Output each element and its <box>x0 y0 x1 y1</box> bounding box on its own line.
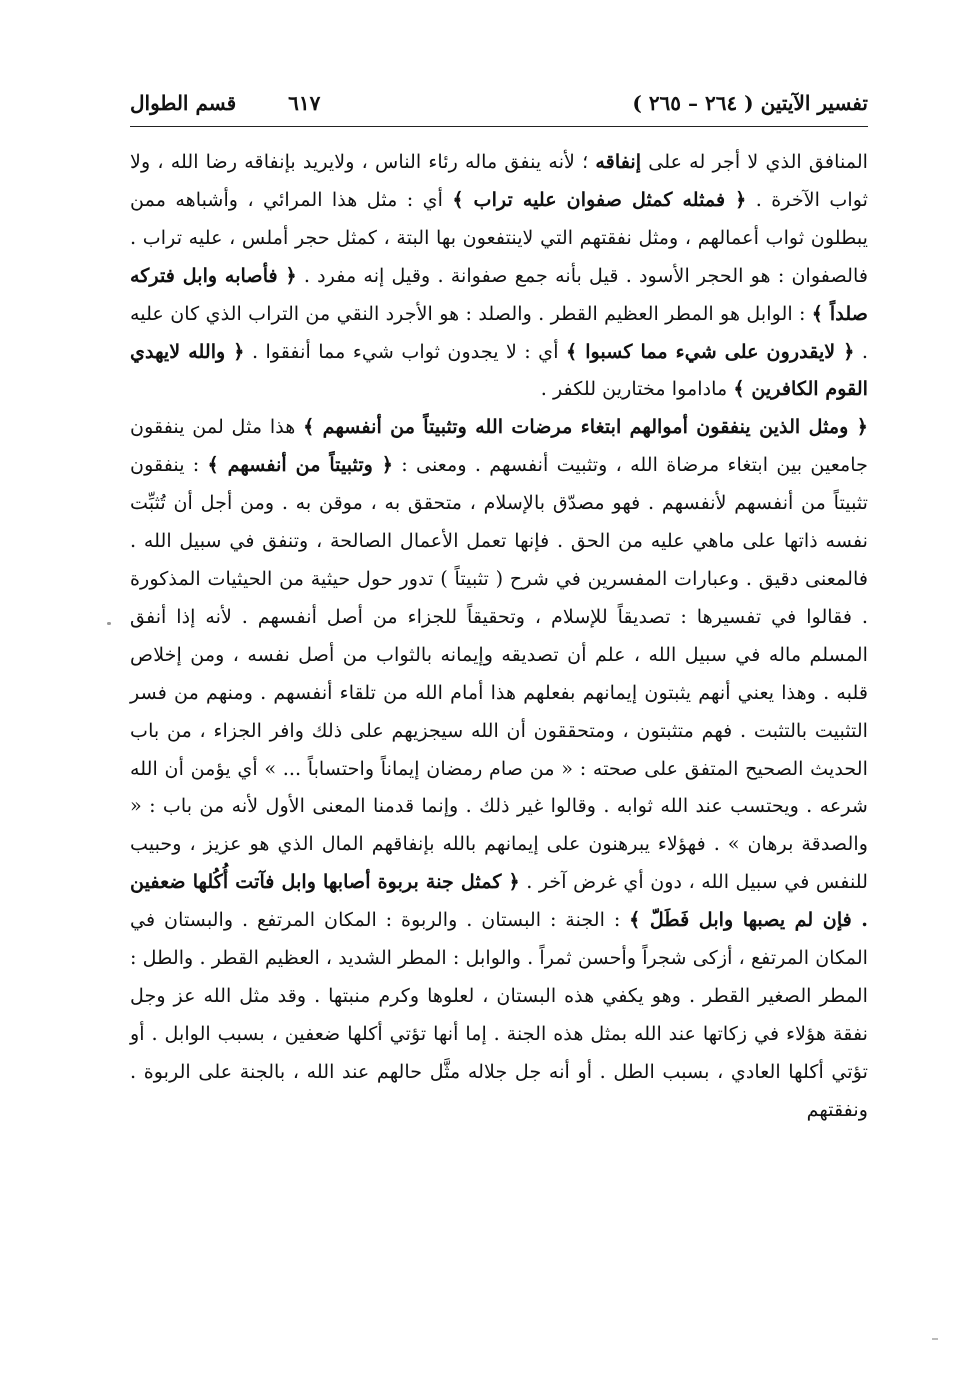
bold-quran-text: ﴿ ومثل الذين ينفقون أموالهم ابتغاء مرضات الله وتثبيتاً من أنفسهم ﴾ <box>303 415 868 439</box>
commentary-text: أي : مثل هذا المرائي ، وأشباهه ممن يبطلون ثواب أعمالهم ، ومثل نفقتهم التي لاينتفعون بها البتة ، كمثل حجر أملس ، عليه تراب . فالصفوان : هو الحجر الأسود . قيل بأنه جمع صفوانة . وقيل إنه مفرد . <box>130 187 868 287</box>
commentary-text: : الوابل هو المطر العظيم القطر . والصلد : هو الأجرد النقي من التراب الذي كان عليه . <box>130 301 868 363</box>
section-name: قسم الطوال <box>130 91 237 115</box>
header-left-group <box>130 91 320 115</box>
page-speck <box>107 622 111 625</box>
bold-quran-text: ﴿ كمثل جنة بربوة أصابها وابل فآتت أُكُلها ضعفين . فإن لم يصبها وابل فَطَلّ ﴾ <box>130 870 868 932</box>
commentary-text: ؛ لأنه ينفق ماله رئاء الناس ، ولايريد بإنفاقه رضا الله ، ولا ثواب الآخرة . <box>130 150 868 211</box>
bold-quran-text: ﴿ فأصابه وابل فتركه صلداً ﴾ <box>130 263 868 325</box>
page-speck <box>932 1338 938 1340</box>
commentary-text: هذا مثل لمن ينفقون جامعين بين ابتغاء مرضاة الله ، وتثبيت أنفسهم . ومعنى : <box>130 415 869 477</box>
header-rule <box>130 126 868 127</box>
header-title: تفسير الآيتين ( ٢٦٤ – ٢٦٥ ) <box>632 91 868 115</box>
bold-quran-text: ﴿ والله لايهدي القوم الكافرين ﴾ <box>130 339 868 401</box>
commentary-text: أي : لا يجدون ثواب شيء مما أنفقوا . <box>244 339 566 363</box>
commentary-text: : الجنة : البستان . والربوة : المكان المرتفع . والبستان في المكان المرتفع ، أزكى شجراً وأحسن ثمراً . والوابل : المطر الشديد ، العظيم القطر . والطل : المطر الصغير القطر . وهو يكفي هذه البستان ، لعلوها وكرم منبتها . وقد مثل الله عز وجل نفقة هؤلاء في زكاتها عند الله بمثل هذه الجنة . إما أنها تؤتي أكلها ضعفين ، بسبب الوابل . أو تؤتي أكلها العادي ، بسبب الطل . أو أنه جل جلاله مثَّل حالهم عند الله ، بالجنة على الربوة . ونفقتهم <box>130 908 868 1121</box>
bold-quran-text: ﴿ وتثبيتاً من أنفسهم ﴾ <box>207 453 394 477</box>
commentary-text: : ينفقون تثبيتاً من أنفسهم لأنفسهم . فهو مصدّق بالإسلام ، متحقق به ، موقن به . ومن أجل أن تُثبِّت نفسه ذاتها على ماهي عليه من الحق . فإنها تعمل الأعمال الصالحة ، وتنفق في سبيل الله . فالمعنى دقيق . وعبارات المفسرين في شرح ( تثبيتاً ) تدور حول حيثية من الحيثيات المذكورة . فقالوا في تفسيرها : تصديقاً للإسلام ، وتحقيقاً للجزاء من أصل أنفسهم . لأنه إذا أنفق المسلم ماله في سبيل الله ، علم أن تصديقه وإيمانه بالثواب من أصل نفسه ، ومن إخلاص قلبه . وهذا يعني أنهم يثبتون إيمانهم بفعلهم هذا أمام الله من تلقاء أنفسهم . ومنهم من فسر التثبيت بالتثبت . فهم متثبتون ، ومتحققون أن الله سيجزيهم على ذلك وافر الجزاء ، من باب الحديث الصحيح المتفق على صحته : « من صام رمضان إيماناً واحتساباً ... » أي يؤمن أن الله شرعه . ويحتسب عند الله ثوابه . وقالوا غير ذلك . وإنما قدمنا المعنى الأول لأنه من باب : « والصدقة برهان » . فهؤلاء يبرهنون على إيمانهم بالله بإنفاقهم المال الذي هو عزيز ، وحبيب للنفس في سبيل الله ، دون أي غرض آخر . <box>130 453 868 894</box>
bold-quran-text: إنفاقه <box>595 150 642 173</box>
commentary-text: المنافق الذي لا أجر له على <box>641 150 868 173</box>
commentary-text: ماداموا مختارين للكفر . <box>540 377 734 401</box>
bold-quran-text: ﴿ لايقدرون على شيء مما كسبوا ﴾ <box>565 339 855 363</box>
bold-quran-text: ﴿ فمثله كمثل صفوان عليه تراب ﴾ <box>452 187 747 211</box>
paragraph-1 <box>130 143 868 408</box>
page-number: ٦١٧ <box>288 91 321 115</box>
running-header <box>130 88 868 118</box>
paragraph-2 <box>130 408 868 1128</box>
body-text <box>130 143 868 1129</box>
